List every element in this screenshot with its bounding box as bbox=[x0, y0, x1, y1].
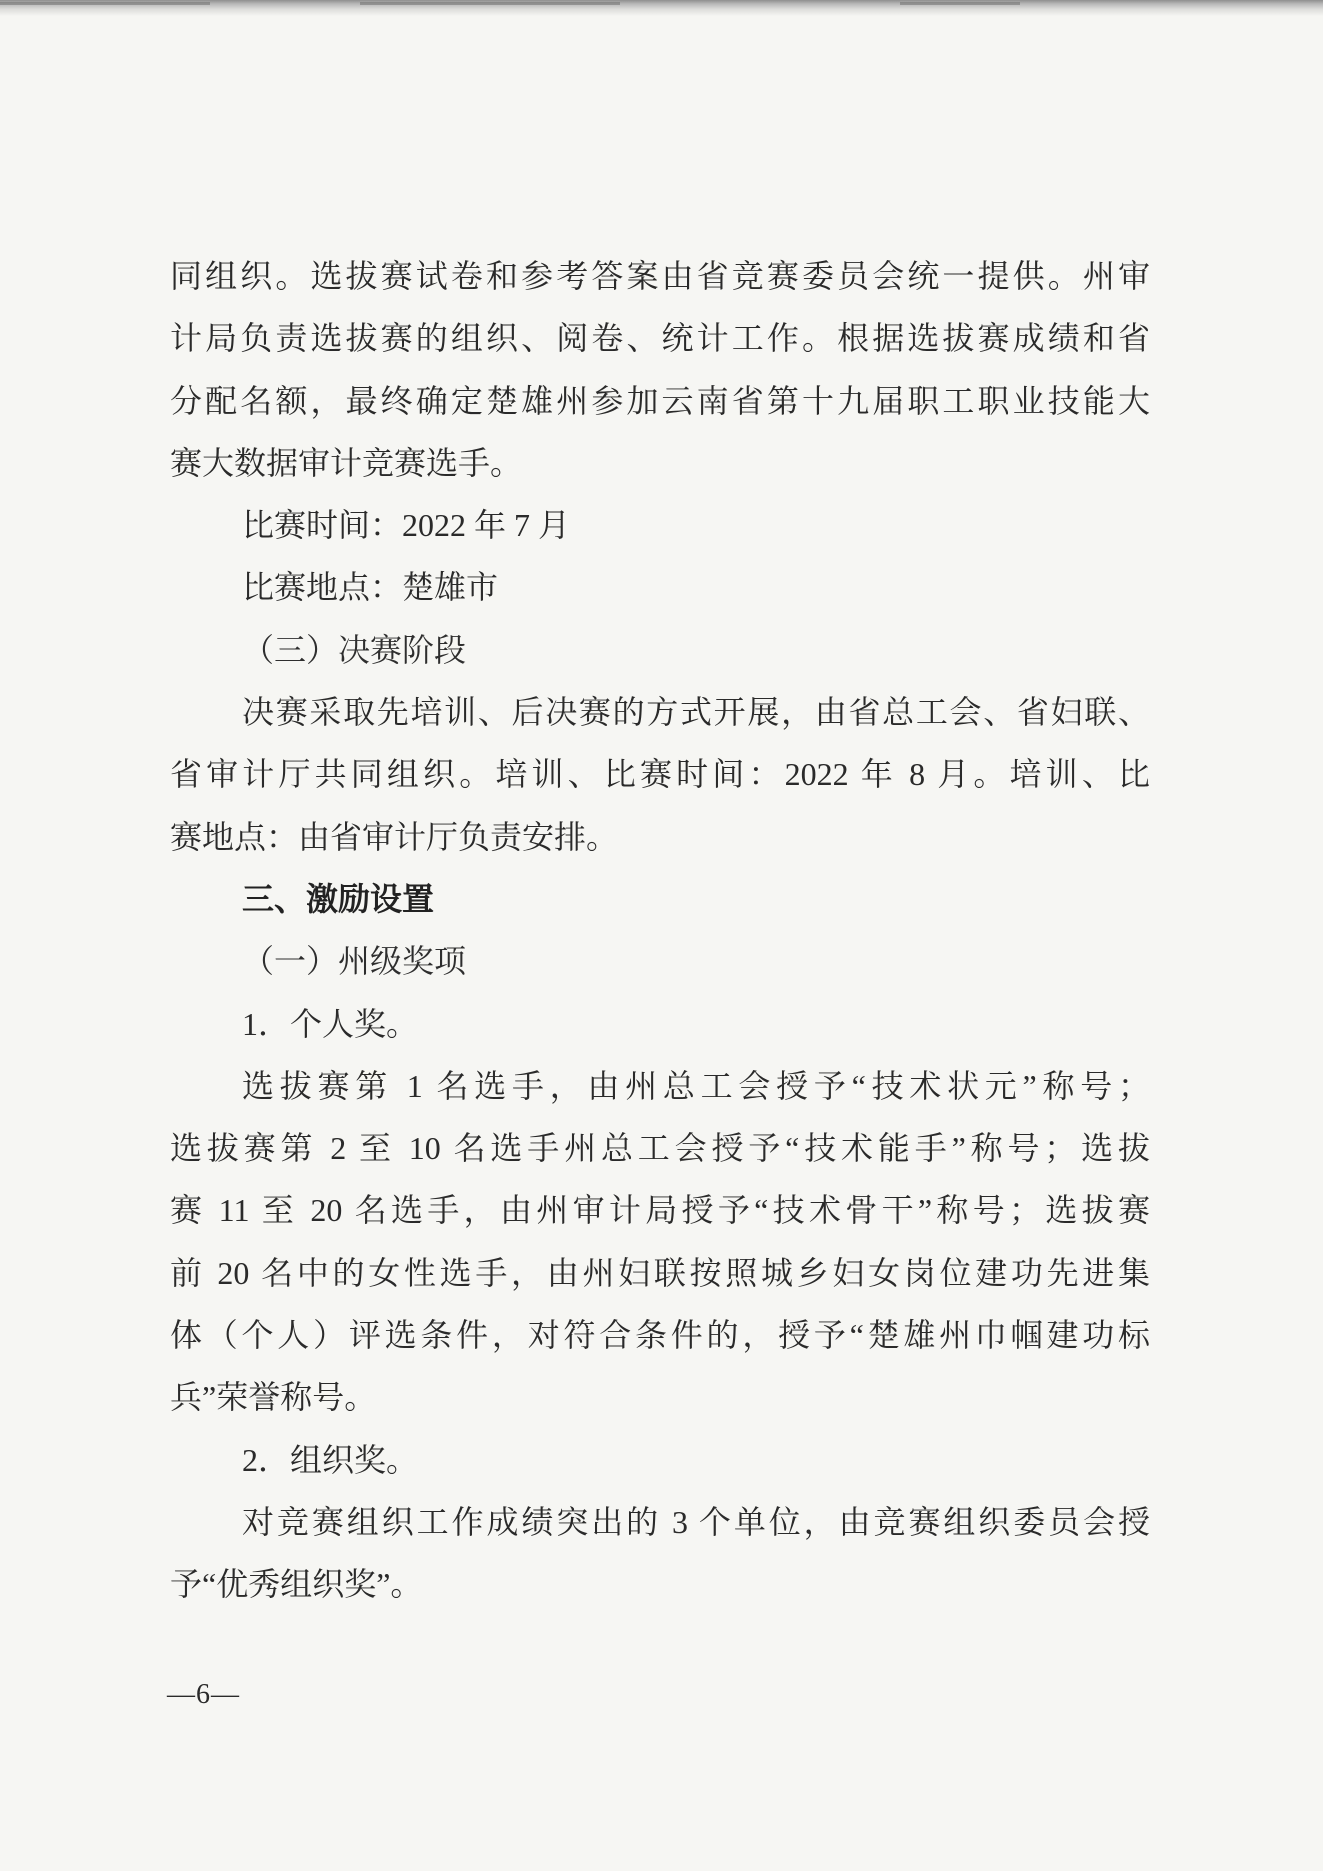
text-line: 同组织。选拔赛试卷和参考答案由省竞赛委员会统一提供。州审 bbox=[170, 258, 1150, 294]
item-organization-award bbox=[170, 1429, 1150, 1616]
section-heading: （三）决赛阶段 bbox=[242, 631, 467, 668]
scan-top-edge bbox=[0, 0, 1323, 16]
paragraph-continuation bbox=[170, 245, 1150, 494]
text-line: 赛 11 至 20 名选手，由州审计局授予“技术骨干”称号；选拔赛 bbox=[170, 1192, 1150, 1229]
scan-streak bbox=[900, 2, 1020, 5]
text-line: 选拔赛第 1 名选手，由州总工会授予“技术状元”称号； bbox=[242, 1067, 1150, 1104]
item-individual-award bbox=[170, 993, 1150, 1429]
chapter-heading: 三、激励设置 bbox=[242, 879, 435, 918]
text-line: 决赛采取先培训、后决赛的方式开展，由省总工会、省妇联、 bbox=[242, 694, 1150, 731]
section-final-stage bbox=[170, 619, 1150, 868]
page-number: —6— bbox=[167, 1679, 240, 1710]
text-line: 前 20 名中的女性选手，由州妇联按照城乡妇女岗位建功先进集 bbox=[170, 1254, 1150, 1291]
document-body bbox=[170, 245, 1150, 1616]
text-line: 分配名额，最终确定楚雄州参加云南省第十九届职工职业技能大 bbox=[170, 382, 1150, 419]
text-line: 计局负责选拔赛的组织、阅卷、统计工作。根据选拔赛成绩和省 bbox=[170, 320, 1150, 357]
text-line: 选拔赛第 2 至 10 名选手州总工会授予“技术能手”称号；选拔 bbox=[170, 1130, 1150, 1167]
text-line: 赛大数据审计竞赛选手。 bbox=[170, 444, 523, 481]
scan-streak bbox=[0, 2, 210, 5]
text-line: 对竞赛组织工作成绩突出的 3 个单位，由竞赛组织委员会授 bbox=[242, 1503, 1150, 1540]
item-heading: 2．组织奖。 bbox=[242, 1441, 419, 1478]
text-line: 予“优秀组织奖”。 bbox=[170, 1566, 423, 1603]
selection-venue: 比赛地点：楚雄市 bbox=[242, 569, 499, 606]
text-line: 省审计厅共同组织。培训、比赛时间：2022 年 8 月。培训、比 bbox=[170, 756, 1150, 793]
selection-time: 比赛时间：2022 年 7 月 bbox=[242, 507, 571, 544]
subsection-prefecture-awards bbox=[170, 930, 1150, 1615]
section-incentives bbox=[170, 868, 1150, 1616]
subsection-heading: （一）州级奖项 bbox=[242, 943, 467, 980]
text-line: 体（个人）评选条件，对符合条件的，授予“楚雄州巾帼建功标 bbox=[170, 1317, 1150, 1354]
text-line: 兵”荣誉称号。 bbox=[170, 1379, 377, 1416]
item-heading: 1．个人奖。 bbox=[242, 1005, 419, 1042]
text-line: 赛地点：由省审计厅负责安排。 bbox=[170, 818, 619, 855]
scan-streak bbox=[360, 2, 620, 5]
